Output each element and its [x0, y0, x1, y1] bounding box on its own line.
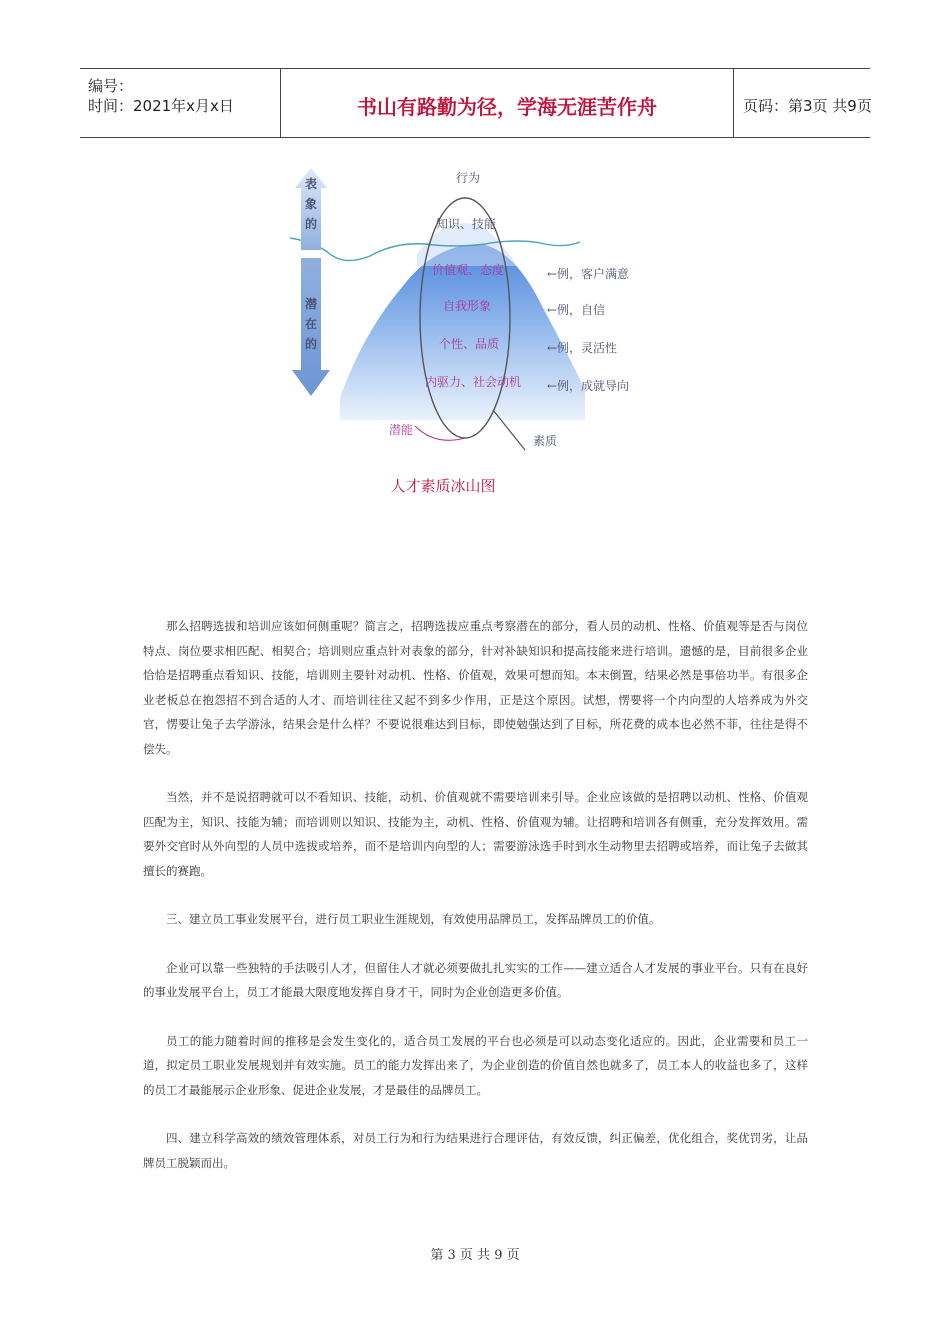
- latent-label-2: 在: [305, 317, 318, 331]
- latent-label-3: 的: [305, 337, 318, 351]
- quality-label: 素质: [533, 434, 558, 448]
- page-info: 页码：第3页 共9页: [743, 97, 872, 115]
- iceberg-diagram: [285, 158, 630, 508]
- iceberg-figure: [285, 158, 630, 508]
- body-content: [143, 614, 808, 1199]
- layer-personality: 个性、品质: [438, 337, 500, 351]
- potential-label: 潜能: [389, 423, 414, 437]
- number-label: 编号：: [88, 77, 134, 95]
- surface-label-1: 表: [305, 177, 318, 191]
- layer-behavior: 行为: [455, 171, 481, 185]
- layer-values-attitude: 价值观、态度: [431, 263, 505, 277]
- paragraph: 四、建立科学高效的绩效管理体系，对员工行为和行为结果进行合理评估，有效反馈，纠正偏差，优化组合，奖优罚劣，让品牌员工脱颖而出。: [143, 1131, 808, 1170]
- paragraph: 当然，并不是说招聘就可以不看知识、技能，动机、价值观就不需要培训来引导。企业应该做的是招聘以动机、性格、价值观匹配为主，知识、技能为辅；而培训则以知识、技能为主，动机、性格、价值观为辅。让招聘和培训各有侧重，充分发挥效用。需要外交官时从外向型的人员中选拔或培养，而不是培训内向型的人；需要游泳选手时到水生动物里去招聘或培养，而让兔子去做其擅长的赛跑。: [143, 790, 808, 878]
- example-confidence: ←例，自信: [547, 303, 606, 317]
- paragraph: 企业可以靠一些独特的手法吸引人才，但留住人才就必须要做扎扎实实的工作——建立适合人才发展的事业平台。只有在良好的事业发展平台上，员工才能最大限度地发挥自身才干，同时为企业创造更多价值。: [143, 960, 808, 999]
- header-motto-cell: [280, 69, 734, 137]
- document-header: [80, 68, 870, 138]
- layer-motivation: 内驱力、社会动机: [424, 375, 522, 389]
- example-achievement: ←例，成就导向: [547, 379, 630, 393]
- header-meta: [80, 69, 280, 137]
- motto: 书山有路勤为径，学海无涯苦作舟: [357, 95, 657, 119]
- example-customer-satisfaction: ←例，客户满意: [547, 267, 630, 281]
- latent-label-1: 潜: [305, 297, 318, 311]
- date-line: 时间：2021年x月x日: [88, 97, 234, 115]
- layer-self-image: 自我形象: [442, 299, 492, 313]
- header-page-cell: [733, 69, 870, 137]
- paragraph: 员工的能力随着时间的推移是会发生变化的，适合员工发展的平台也必须是可以动态变化适应的。因此，企业需要和员工一道，拟定员工职业发展规划并有效实施。员工的能力发挥出来了，为企业创造的价值自然也就多了，员工本人的收益也多了，这样的员工才最能展示企业形象、促进企业发展，才是最佳的品牌员工。: [143, 1033, 808, 1097]
- potential-bracket: [415, 426, 465, 440]
- paragraph: 那么招聘选拔和培训应该如何侧重呢？简言之，招聘选拔应重点考察潜在的部分，看人员的动机、性格、价值观等是否与岗位特点、岗位要求相匹配、相契合；培训则应重点针对表象的部分，针对补缺知识和提高技能来进行培训。遗憾的是，目前很多企业恰恰是招聘重点看知识、技能，培训则主要针对动机、性格、价值观，效果可想而知。本末倒置，结果必然是事倍功半。有很多企业老板总在抱怨招不到合适的人才、而培训往往又起不到多少作用，正是这个原因。试想，愣要将一个内向型的人培养成为外交官，愣要让兔子去学游泳，结果会是什么样？不要说很难达到目标，即使勉强达到了目标，所花费的成本也必然不菲，往往是得不偿失。: [143, 619, 808, 756]
- paragraph: 三、建立员工事业发展平台，进行员工职业生涯规划，有效使用品牌员工，发挥品牌员工的价值。: [166, 912, 661, 926]
- surface-label-3: 的: [305, 217, 318, 231]
- example-flexibility: ←例，灵活性: [547, 341, 618, 355]
- layer-knowledge-skill: 知识、技能: [435, 217, 497, 231]
- figure-caption: 人才素质冰山图: [390, 477, 496, 495]
- page-footer: 第 3 页 共 9 页: [430, 1248, 520, 1263]
- surface-label-2: 象: [305, 197, 318, 211]
